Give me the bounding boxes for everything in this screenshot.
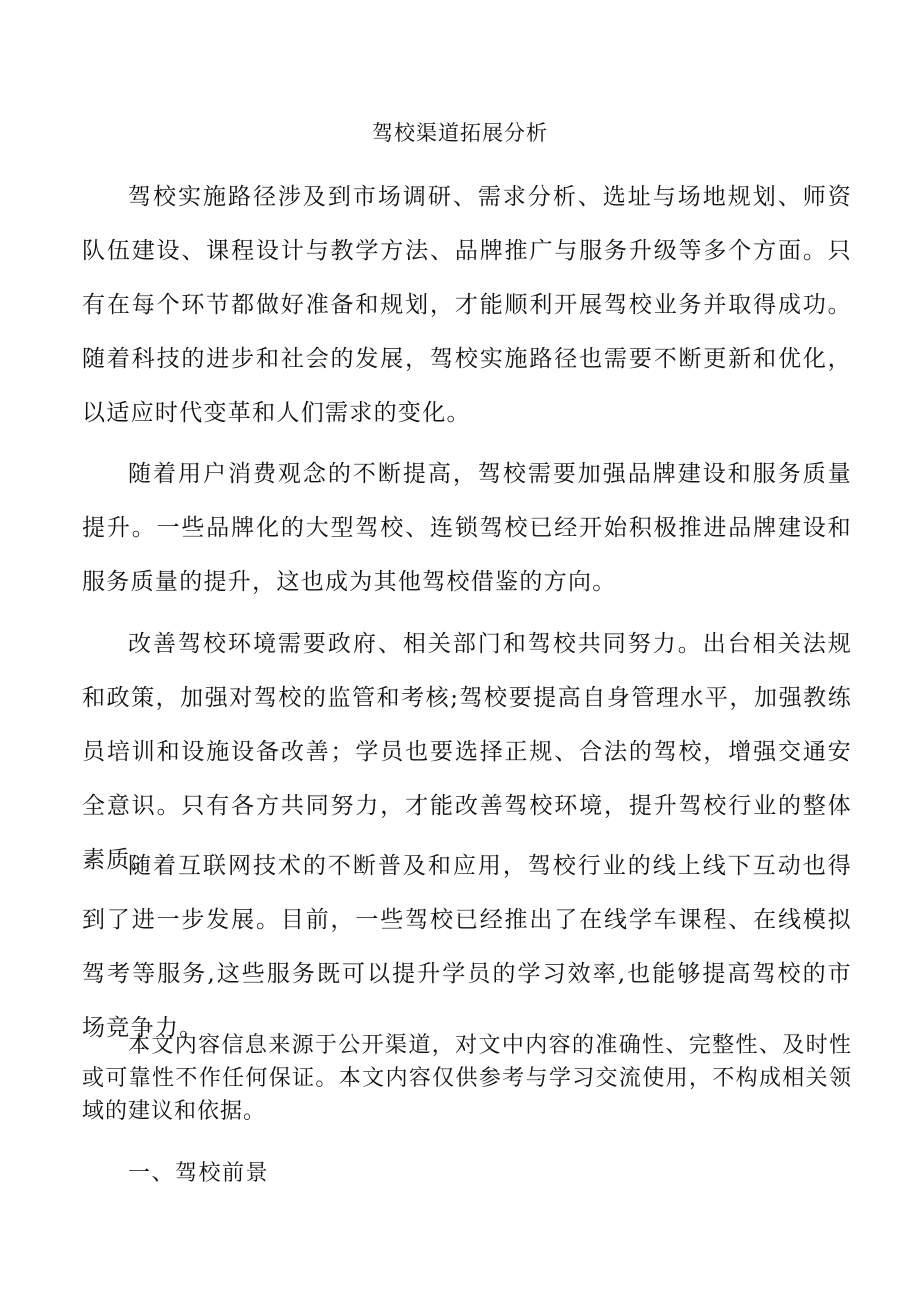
document-title: 驾校渠道拓展分析 — [372, 121, 548, 145]
body-paragraph-1: 驾校实施路径涉及到市场调研、需求分析、选址与场地规划、师资队伍建设、课程设计与教学方法、品牌推广与服务升级等多个方面。只有在每个环节都做好准备和规划，才能顺利开展驾校业务并取得成功。随着科技的进步和社会的发展，驾校实施路径也需要不断更新和优化，以适应时代变革和人们需求的变化。 — [82, 184, 852, 426]
section-heading: 一、驾校前景 — [128, 1161, 270, 1186]
body-paragraph-4: 随着互联网技术的不断普及和应用，驾校行业的线上线下互动也得到了进一步发展。目前，一些驾校已经推出了在线学车课程、在线模拟驾考等服务,这些服务既可以提升学员的学习效率,也能够提高驾校的市场竞争力。 — [82, 853, 852, 1041]
body-paragraph-3: 改善驾校环境需要政府、相关部门和驾校共同努力。出台相关法规和政策，加强对驾校的监管和考核;驾校要提高自身管理水平，加强教练员培训和设施设备改善；学员也要选择正规、合法的驾校，增强交通安全意识。只有各方共同努力，才能改善驾校环境，提升驾校行业的整体素质。 — [82, 631, 852, 873]
body-paragraph-2: 随着用户消费观念的不断提高，驾校需要加强品牌建设和服务质量提升。一些品牌化的大型驾校、连锁驾校已经开始积极推进品牌建设和服务质量的提升，这也成为其他驾校借鉴的方向。 — [82, 461, 852, 595]
disclaimer-paragraph: 本文内容信息来源于公开渠道，对文中内容的准确性、完整性、及时性或可靠性不作任何保证。本文内容仅供参考与学习交流使用，不构成相关领域的建议和依据。 — [82, 1033, 852, 1124]
